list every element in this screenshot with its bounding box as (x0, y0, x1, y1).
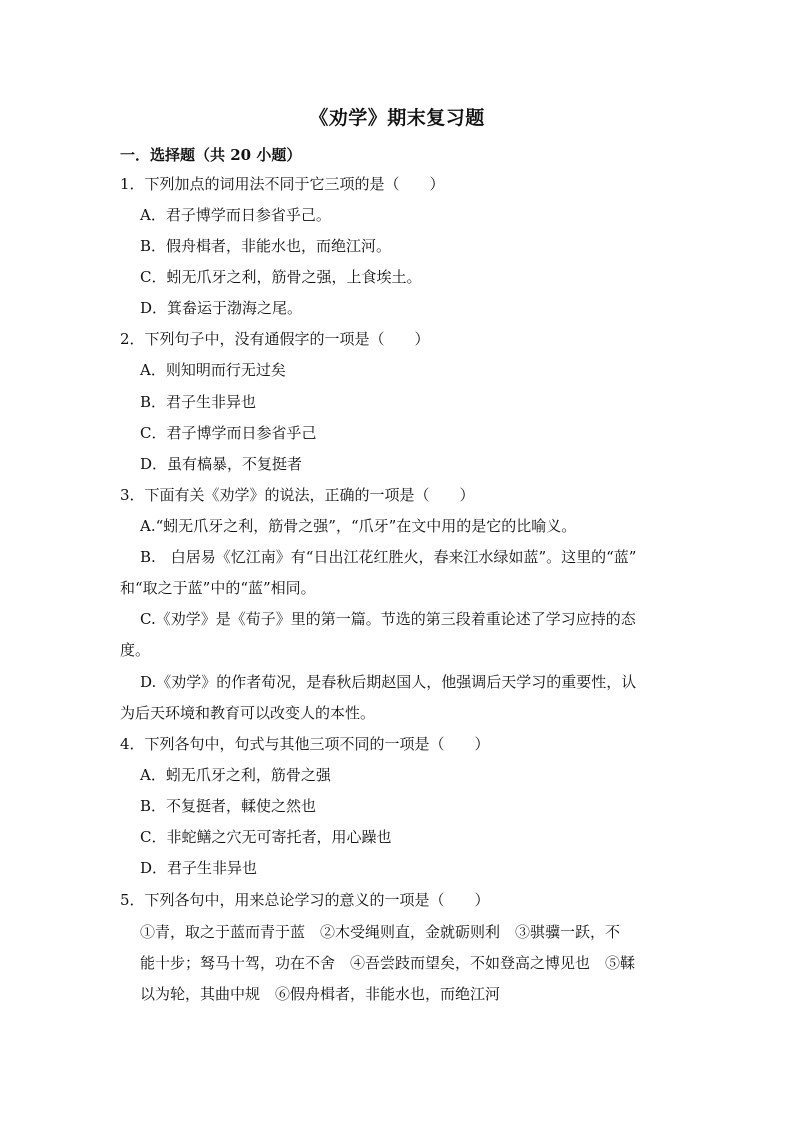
question-1-option-b: B．假舟楫者，非能水也，而绝江河。 (140, 237, 392, 255)
question-4-option-b: B．不复挺者，輮使之然也 (140, 797, 317, 815)
question-2-option-d: D．虽有槁暴，不复挺者 (140, 455, 303, 473)
question-5-stem: 5．下列各句中，用来总论学习的意义的一项是（ ） (120, 891, 490, 909)
question-3-option-d-line1: D.《劝学》的作者荀况，是春秋后期赵国人，他强调后天学习的重要性，认 (140, 673, 637, 691)
question-1-option-c: C．蚓无爪牙之利，筋骨之强，上食埃土。 (140, 268, 422, 286)
question-2-stem: 2．下列句子中，没有通假字的一项是（ ） (120, 330, 430, 348)
question-2-option-c: C．君子博学而日参省乎己 (140, 424, 317, 442)
section-heading: 一．选择题（共 20 小题） (120, 146, 302, 164)
question-1-option-d: D．箕畚运于渤海之尾。 (140, 299, 303, 317)
question-3-option-c-line1: C.《劝学》是《荀子》里的第一篇。节选的第三段着重论述了学习应持的态 (140, 610, 636, 628)
question-3-stem: 3．下面有关《劝学》的说法，正确的一项是（ ） (120, 486, 475, 504)
page-title: 《劝学》期末复习题 (309, 107, 485, 129)
question-3-option-a: A.“蚓无爪牙之利，筋骨之强”，“爪牙”在文中用的是它的比喻义。 (140, 517, 577, 535)
question-5-body-line1: ①青，取之于蓝而青于蓝 ②木受绳则直，金就砺则利 ③骐骥一跃，不 (140, 923, 621, 941)
question-3-option-c-line2: 度。 (120, 641, 151, 659)
question-3-option-d-line2: 为后天环境和教育可以改变人的本性。 (120, 704, 376, 722)
question-5-body-line3: 以为轮，其曲中规 ⑥假舟楫者，非能水也，而绝江河 (140, 985, 501, 1003)
question-4-option-a: A．蚓无爪牙之利，筋骨之强 (140, 766, 331, 784)
question-1-stem: 1．下列加点的词用法不同于它三项的是（ ） (120, 175, 445, 193)
question-4-option-d: D．君子生非异也 (140, 859, 258, 877)
question-4-stem: 4．下列各句中，句式与其他三项不同的一项是（ ） (120, 735, 490, 753)
question-3-option-b-line2: 和“取之于蓝”中的“蓝”相同。 (120, 579, 316, 597)
question-1-option-a: A．君子博学而日参省乎己。 (140, 206, 331, 224)
question-2-option-b: B．君子生非异也 (140, 393, 257, 411)
question-5-body-line2: 能十步；驽马十驾，功在不舍 ④吾尝跂而望矣，不如登高之博见也 ⑤鞣 (140, 954, 636, 972)
question-2-option-a: A．则知明而行无过矣 (140, 361, 286, 379)
question-4-option-c: C．非蛇鳝之穴无可寄托者，用心躁也 (140, 828, 392, 846)
question-3-option-b-line1: B. 白居易《忆江南》有“日出江花红胜火，春来江水绿如蓝”。这里的“蓝” (140, 548, 637, 566)
